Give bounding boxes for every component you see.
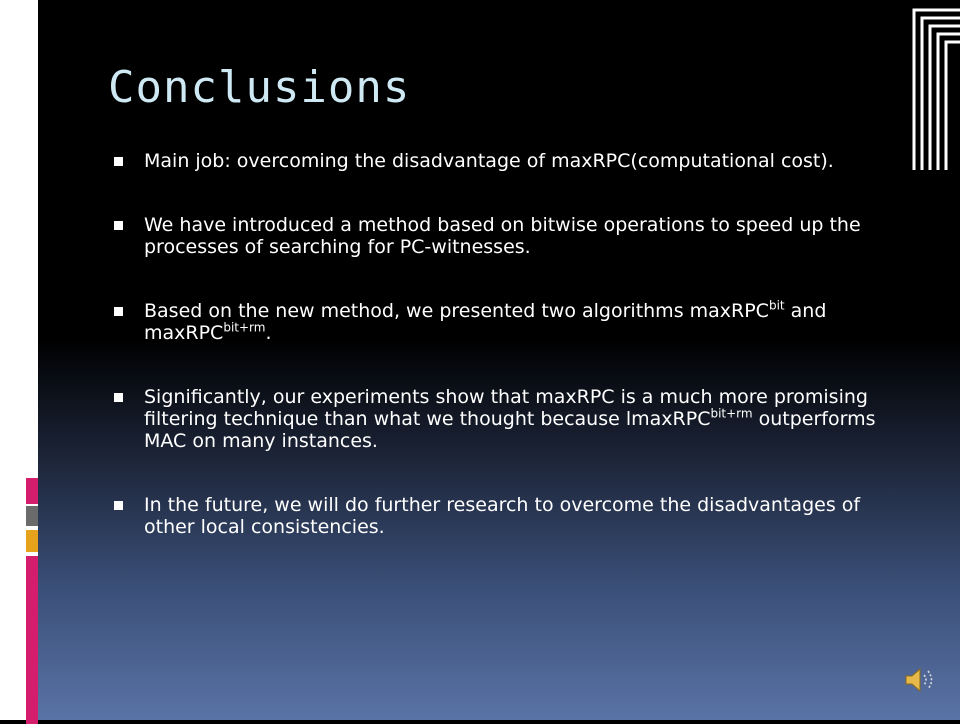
bullet-text: Main job: overcoming the disadvantage of maxRPC(computational cost). xyxy=(144,150,834,172)
bullet-item xyxy=(108,214,908,258)
bullet-text-end: . xyxy=(265,322,272,344)
square-bullet-icon xyxy=(114,501,123,510)
slide-title: Conclusions xyxy=(108,62,411,113)
bullet-text: We have introduced a method based on bitwise operations to speed up the processes of searching for PC-witnesses. xyxy=(144,214,861,258)
square-bullet-icon xyxy=(114,307,123,316)
accent-bar-gray xyxy=(26,506,38,526)
corner-bracket-decoration xyxy=(900,0,960,170)
accent-bar-pink-bottom xyxy=(26,556,38,724)
square-bullet-icon xyxy=(114,157,123,166)
bullet-item xyxy=(108,150,908,172)
bullet-item xyxy=(108,494,908,538)
bullet-item xyxy=(108,300,908,344)
square-bullet-icon xyxy=(114,393,123,402)
bullet-list xyxy=(108,150,908,580)
square-bullet-icon xyxy=(114,221,123,230)
accent-bar-pink-top xyxy=(26,478,38,504)
speaker-icon[interactable] xyxy=(904,666,938,694)
bullet-text-start: Significantly, our experiments show that maxRPC is a much more promising filtering technique than what we thought because lmaxRPC xyxy=(144,386,868,430)
accent-bar-gold xyxy=(26,530,38,552)
bullet-text: In the future, we will do further research to overcome the disadvantages of other local consistencies. xyxy=(144,494,861,538)
bullet-text-end: outperforms MAC on many instances. xyxy=(144,408,876,452)
bullet-item xyxy=(108,386,908,452)
superscript-bit-rm: bit+rm xyxy=(710,406,753,421)
superscript-bit-rm: bit+rm xyxy=(223,320,266,335)
accent-bars xyxy=(26,478,38,724)
bullet-text-start: Based on the new method, we presented two algorithms maxRPC xyxy=(144,300,769,322)
superscript-bit: bit xyxy=(768,298,785,313)
bullet-text-middle: and maxRPC xyxy=(144,300,827,344)
